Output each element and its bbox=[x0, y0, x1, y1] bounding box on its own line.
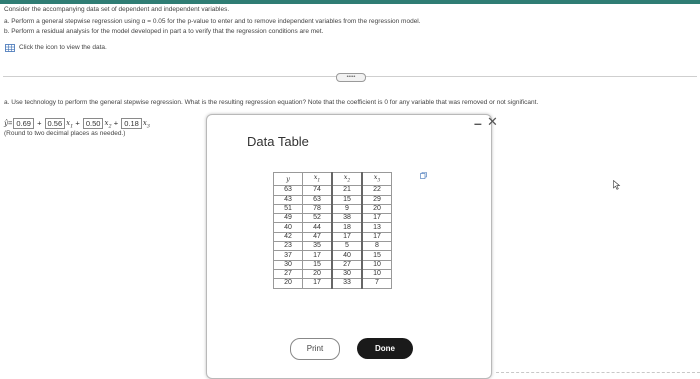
done-button[interactable]: Done bbox=[357, 338, 413, 359]
coefficient-x3-input[interactable]: 0.18 bbox=[121, 118, 142, 129]
expand-more-button[interactable]: ••••• bbox=[336, 73, 366, 82]
table-cell: 30 bbox=[274, 260, 303, 269]
table-row bbox=[274, 223, 392, 232]
table-cell: 10 bbox=[362, 269, 392, 278]
table-cell: 10 bbox=[362, 260, 392, 269]
table-cell: 52 bbox=[303, 214, 333, 223]
table-row bbox=[274, 232, 392, 241]
equals-sign: = bbox=[7, 118, 13, 128]
table-cell: 17 bbox=[362, 214, 392, 223]
table-cell: 13 bbox=[362, 223, 392, 232]
regression-equation bbox=[4, 118, 150, 130]
data-table-icon[interactable] bbox=[5, 44, 15, 52]
column-header-x1: $x_1$ bbox=[303, 173, 333, 186]
table-header-row bbox=[274, 173, 392, 186]
table-cell: 15 bbox=[362, 251, 392, 260]
coefficient-x1-input[interactable]: 0.56 bbox=[45, 118, 66, 129]
table-cell: 74 bbox=[303, 186, 333, 195]
column-header-x2: $x_2$ bbox=[332, 173, 362, 186]
table-cell: 27 bbox=[332, 260, 362, 269]
data-table bbox=[273, 172, 392, 289]
table-cell: 20 bbox=[362, 204, 392, 213]
table-cell: 17 bbox=[303, 279, 333, 288]
table-cell: 43 bbox=[274, 195, 303, 204]
table-cell: 20 bbox=[274, 279, 303, 288]
rounding-note: (Round to two decimal places as needed.) bbox=[4, 130, 126, 137]
table-cell: 7 bbox=[362, 279, 392, 288]
close-icon[interactable]: ✕ bbox=[487, 114, 498, 129]
table-cell: 42 bbox=[274, 232, 303, 241]
table-row bbox=[274, 214, 392, 223]
table-cell: 15 bbox=[332, 195, 362, 204]
minimize-icon[interactable]: – bbox=[474, 115, 482, 131]
table-cell: 17 bbox=[362, 232, 392, 241]
table-cell: 17 bbox=[303, 251, 333, 260]
plus-sign: + bbox=[37, 118, 42, 128]
table-cell: 44 bbox=[303, 223, 333, 232]
question-part-a: a. Perform a general stepwise regression using α = 0.05 for the p-value to enter and to remove independent variables from the regression model. bbox=[4, 18, 421, 25]
table-cell: 33 bbox=[332, 279, 362, 288]
table-row bbox=[274, 251, 392, 260]
table-cell: 38 bbox=[332, 214, 362, 223]
table-cell: 22 bbox=[362, 186, 392, 195]
table-cell: 23 bbox=[274, 242, 303, 251]
table-cell: 8 bbox=[362, 242, 392, 251]
table-cell: 51 bbox=[274, 204, 303, 213]
table-cell: 78 bbox=[303, 204, 333, 213]
table-cell: 47 bbox=[303, 232, 333, 241]
table-row bbox=[274, 204, 392, 213]
answer-prompt: a. Use technology to perform the general stepwise regression. What is the resulting regression equation? Note that the coefficient is 0 for any variable that was removed or not significant. bbox=[4, 99, 539, 106]
table-row bbox=[274, 260, 392, 269]
table-row bbox=[274, 269, 392, 278]
table-cell: 40 bbox=[332, 251, 362, 260]
table-row bbox=[274, 242, 392, 251]
x2-symbol: $x_2$ bbox=[104, 119, 112, 130]
plus-sign: + bbox=[75, 118, 80, 128]
bottom-divider bbox=[496, 372, 700, 373]
question-part-b: b. Perform a residual analysis for the model developed in part a to verify that the regression conditions are met. bbox=[4, 28, 324, 35]
table-cell: 30 bbox=[332, 269, 362, 278]
dialog-title: Data Table bbox=[247, 134, 309, 149]
table-cell: 20 bbox=[303, 269, 333, 278]
table-cell: 40 bbox=[274, 223, 303, 232]
table-cell: 18 bbox=[332, 223, 362, 232]
table-cell: 29 bbox=[362, 195, 392, 204]
table-cell: 9 bbox=[332, 204, 362, 213]
table-cell: 21 bbox=[332, 186, 362, 195]
table-row bbox=[274, 279, 392, 288]
column-header-y: y bbox=[274, 173, 303, 186]
table-cell: 27 bbox=[274, 269, 303, 278]
table-cell: 17 bbox=[332, 232, 362, 241]
plus-sign: + bbox=[113, 118, 119, 128]
intercept-input[interactable]: 0.69 bbox=[13, 118, 34, 129]
table-cell: 15 bbox=[303, 260, 333, 269]
question-intro: Consider the accompanying data set of dependent and independent variables. bbox=[4, 6, 230, 13]
mouse-cursor-icon bbox=[613, 180, 621, 190]
print-button[interactable]: Print bbox=[290, 338, 340, 360]
x3-symbol: $x_3$ bbox=[142, 119, 150, 130]
table-cell: 35 bbox=[303, 242, 333, 251]
coefficient-x2-input[interactable]: 0.50 bbox=[83, 118, 104, 129]
y-hat-symbol: ŷ bbox=[4, 119, 8, 128]
top-accent-bar bbox=[0, 0, 700, 4]
copy-icon[interactable] bbox=[420, 172, 427, 179]
table-cell: 49 bbox=[274, 214, 303, 223]
x1-symbol: $x_1$ bbox=[66, 119, 74, 130]
table-cell: 5 bbox=[332, 242, 362, 251]
view-data-link[interactable]: Click the icon to view the data. bbox=[19, 44, 107, 51]
table-cell: 63 bbox=[303, 195, 333, 204]
table-row bbox=[274, 186, 392, 195]
table-row bbox=[274, 195, 392, 204]
column-header-x3: $x_3$ bbox=[362, 173, 392, 186]
table-cell: 63 bbox=[274, 186, 303, 195]
table-cell: 37 bbox=[274, 251, 303, 260]
